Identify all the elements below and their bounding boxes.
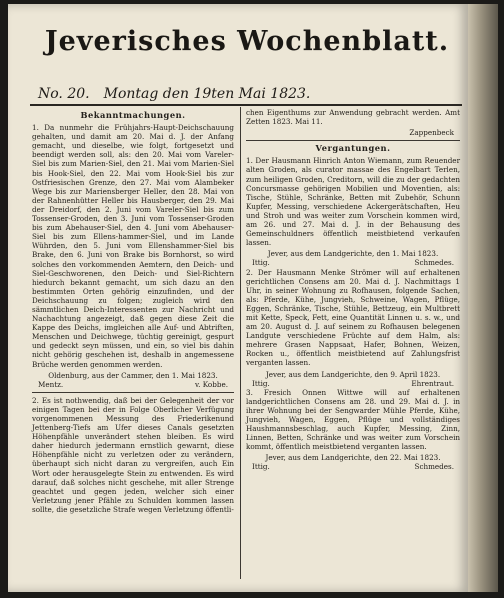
section-heading-announcements: Bekanntmachungen.	[80, 110, 186, 120]
auction-2-place: Jever, aus dem Landgerichte, den 9. April 1823.	[265, 369, 441, 379]
auction-1: 1. Der Hausmann Hinrich Anton Wiemann, zum Reuender alten Groden, als curator massae des Engelbart Terlen, zum heiligen Groden, Creditorn, will die zu der gedachten Concursmasse gehörigen Mobilien und Moventien, als: Tische, Stühle, Schränke, Betten mit Zubehör, Schunn Kupfer, Messing, verschiedene Ackergerätschaften, Heu und Stroh und was weiter zum Vorschein kommen wird, am 26. und 27. Mai d. J. in der Behausung des Gemeinschuldners öffentlich meistbietend verkaufen lassen.	[246, 156, 460, 248]
masthead-title: Jeverisches Wochenblatt.	[44, 26, 450, 57]
auction-1-signatures	[246, 258, 460, 267]
signature: Mentz.	[38, 379, 64, 389]
newspaper-page	[8, 4, 468, 592]
masthead-rule	[30, 104, 462, 106]
auction-1-place: Jever, aus dem Landgerichte, den 1. Mai 1823.	[267, 249, 439, 259]
signature: Ittig.	[252, 378, 270, 388]
issue-number: No. 20.	[38, 86, 90, 102]
announcement-2: 2. Es ist nothwendig, daß bei der Gelegenheit der vor einigen Tagen bei der in Folge Oberlicher Verfügung vorgenommenen Messung des Friederikenund Jettenberg-Tiefs am Ufer dieses Canals gesetzten Höhenpfähle unverändert stehen bleiben. Es wird daher hiedurch jedermann ernstlich gewarnt, diese Höhenpfähle nicht zu verletzen oder zu verändern, überhaupt sich nicht daran zu vergreifen, auch Ein Wort oder herausgelegte Stein zu entwenden. Es wird darauf, daß solches nicht geschehe, mit aller Strenge geachtet und gegen jeden, welcher sich einer Verletzung jener Pfähle zu Schulden kommen lassen sollte, die gesetzliche Strafe wegen Verletzung öffentli-	[32, 395, 234, 514]
signature: Ehrentraut.	[411, 378, 454, 388]
auction-3: 3. Fresich Onnen Wittwe will auf erhaltenen landgerichtlichen Consens am 28. und 29. Mai d. J. in ihrer Wohnung bei der Sengwarder Mühle Pferde, Kühe, Jungvieh, Wagen, Eggen, Pflüge und vollständiges Haushmannsbeschlag, auch Kupfer, Messing, Zinn, Linnen, Betten, Schränke und was weiter zum Vorschein kommt, öffentlich meistbietend verganten lassen.	[246, 387, 460, 452]
auction-3-place: Jever, aus dem Landgerichte, den 22. Mai 1823.	[265, 453, 441, 463]
signature: Schmedes.	[414, 258, 454, 268]
issue-line	[38, 86, 458, 102]
auction-2-signatures	[246, 379, 460, 388]
signature: Ittig.	[252, 462, 270, 472]
announcement-1-signatures	[32, 380, 234, 389]
announcement-1-place: Oldenburg, aus der Cammer, den 1. Mai 1823.	[48, 370, 218, 380]
signature: Schmedes.	[414, 462, 454, 472]
page-edge	[468, 4, 498, 592]
announcement-1: 1. Da nunmehr die Frühjahrs-Haupt-Deichschauung gehalten, und damit am 20. Mai d. J. der Anfang gemacht, und dieselbe, wie folgt, fortgesetzt und beendigt werden soll, als: den 20. Mai vom Vareler-Siel bis zum Marien-Siel, den 21. Mai vom Marien-Siel bis Hook-Siel, den 22. Mai vom Hook-Siel bis zur Ostfriesischen Grenze, den 27. Mai vom Alambeker Wege bis zur Mariensberger Heller, den 28. Mai von der Rahnenhütter Heller bis Hausberger, den 29. Mai der Dreidorf, den 2. Juni vom Vareler-Siel bis zum Tossenser-Groden, den 3. Juni vom Tossenser-Groden bis zum Abehauser-Siel, den 4. Juni vom Abehauser-Siel bis zum Ellens-hammer-Siel, und im Lande Wührden, den 5. Juni vom Ellenshammer-Siel bis Brake, den 6. Juni von Brake bis Bornhorst, so wird solches den vorkommenden Aemtern, den Deich- und Siel-Geschworenen, den Deich- und Siel-Richtern hiedurch bekannt gemacht, um sich dazu an den bestimmten Orten gehörig einzufinden, und der Deichschauung zu folgen; zugleich wird den sämmtlichen Deich-Interessenten zur Nachricht und Nachachtung angezeigt, daß gegen diese Zeit die Kappe des Deichs, imgleichen alle Auf- und Abtriften, Menschen und Deichwege, tüchtig gereinigt, gespurt und gedeckt seyn müssen, und ein, so viel bis dahin nicht gehörig geschehen ist, deshalb in angemessene Brüche werden genommen werden.	[32, 123, 234, 369]
signature: Zappenbeck	[409, 128, 454, 138]
auction-2: 2. Der Hausmann Menke Strömer will auf erhaltenen gerichtlichen Consens am 20. Mai d. J. Nachmittags 1 Uhr, in seiner Wohnung zu Rofhausen, folgende Sachen, als: Pferde, Kühe, Jungvieh, Schweine, Wagen, Pflüge, Eggen, Schränke, Tische, Stühle, Bettzeug, ein Multbrett mit Kette, Speck, Fett, eine Quantität Linnen u. s. w., und am 20. August d. J. auf seinem zu Rofhausen belegenen Landgute verschiedene Früchte auf dem Halm, als: mehrere Grasen Nappsaat, Hafer, Bohnen, Weizen, Rocken u., öffentlich meistbietend auf Zahlungsfrist verganten lassen.	[246, 267, 460, 368]
column-divider	[240, 107, 241, 579]
left-column	[32, 108, 234, 516]
section-heading-auctions: Vergantungen.	[315, 143, 391, 154]
signature: Ittig.	[252, 258, 270, 268]
divider	[246, 140, 460, 141]
auction-3-signatures	[246, 462, 460, 471]
issue-date: Montag den 19ten Mai 1823.	[103, 86, 311, 102]
continued-text: chen Eigenthums zur Anwendung gebracht werden. Amt Zetten 1823. Mai 11.	[246, 108, 460, 127]
signature: v. Kobbe.	[194, 379, 228, 389]
right-column	[246, 108, 460, 472]
divider	[32, 392, 234, 393]
